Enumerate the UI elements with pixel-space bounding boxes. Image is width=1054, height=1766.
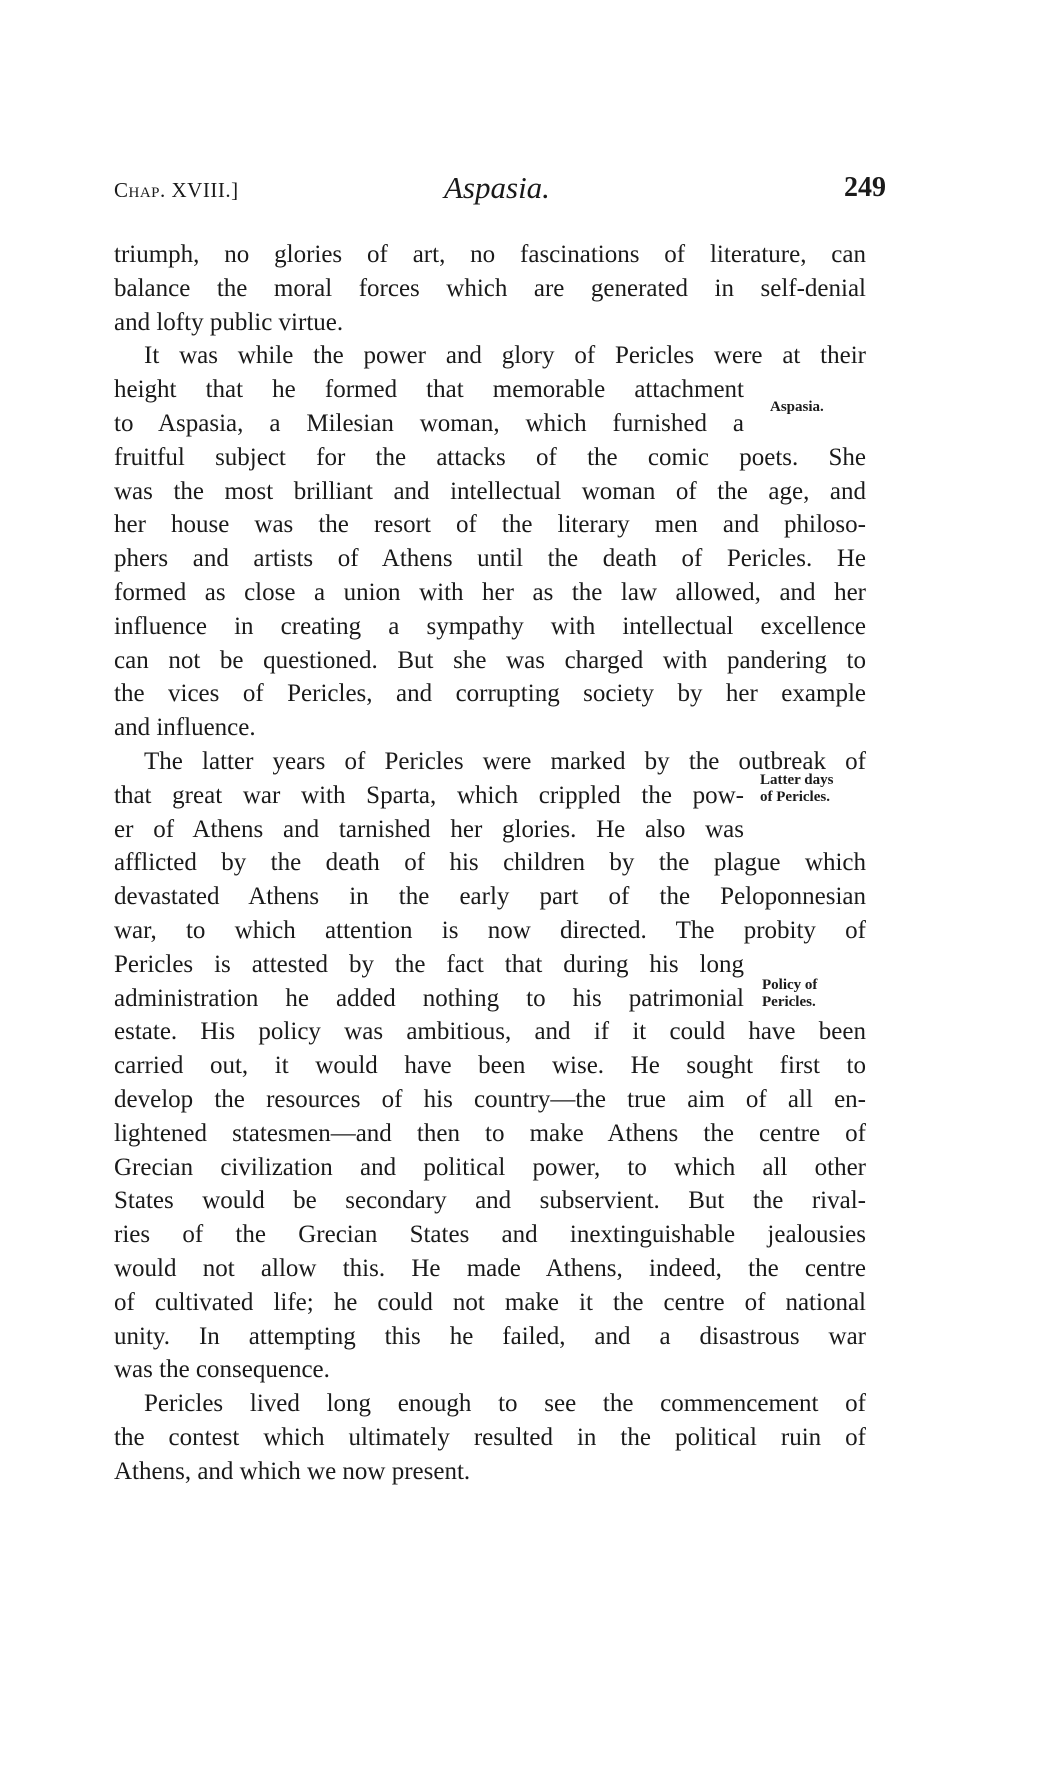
text-line: afflicted by the death of his children by the plague which [114,849,866,877]
margin-note-aspasia [770,399,824,416]
text-line: unity. In attempting this he failed, and a disastrous war [114,1322,866,1350]
text-line: er of Athens and tarnished her glories. He also was [114,815,744,843]
text-line: would not allow this. He made Athens, indeed, the centre [114,1254,866,1282]
text-line: Grecian civilization and political power, to which all other [114,1153,866,1181]
text-line: develop the resources of his country—the true aim of all en- [114,1085,866,1113]
text-line: to Aspasia, a Milesian woman, which furnished a [114,409,744,437]
text-line: The latter years of Pericles were marked by the outbreak of [144,747,866,775]
margin-note-text: Latter days [760,772,834,788]
text-line: was the consequence. [114,1356,330,1384]
text-line: devastated Athens in the early part of the Peloponnesian [114,883,866,911]
text-line: lightened statesmen—and then to make Athens the centre of [114,1119,866,1147]
margin-note-text: of Pericles. [760,789,830,805]
margin-note-text: Aspasia. [770,399,824,415]
text-line: Pericles is attested by the fact that during his long [114,950,744,978]
text-line: administration he added nothing to his patrimonial [114,984,744,1012]
text-line: balance the moral forces which are generated in self-denial [114,274,866,302]
text-line: States would be secondary and subservient. But the rival- [114,1187,866,1215]
margin-note-policy [762,977,817,1011]
text-line: that great war with Sparta, which crippled the pow- [114,781,744,809]
text-line: formed as close a union with her as the law allowed, and her [114,578,866,606]
text-line: the contest which ultimately resulted in the political ruin of [114,1423,866,1451]
text-line: phers and artists of Athens until the death of Pericles. He [114,545,866,573]
running-title: Aspasia. [444,170,550,205]
margin-note-latter-days [760,772,833,806]
text-line: height that he formed that memorable attachment [114,376,744,404]
text-line: was the most brilliant and intellectual woman of the age, and [114,477,866,505]
chapter-label: Chap. XVIII.] [114,178,239,202]
text-line: influence in creating a sympathy with intellectual excellence [114,612,866,640]
text-line: Pericles lived long enough to see the commencement of [144,1390,866,1418]
text-line: Athens, and which we now present. [114,1457,471,1485]
body-text [114,238,866,1488]
text-line: triumph, no glories of art, no fascinations of literature, can [114,241,866,268]
text-line: fruitful subject for the attacks of the comic poets. She [114,443,866,471]
text-line: carried out, it would have been wise. He sought first to [114,1052,866,1080]
margin-note-text: Pericles. [762,994,816,1010]
text-line: estate. His policy was ambitious, and if it could have been [114,1018,866,1046]
running-header [114,168,894,208]
page-number: 249 [844,172,886,203]
text-line: It was while the power and glory of Pericles were at their [144,342,866,370]
text-line: her house was the resort of the literary men and philoso- [114,511,866,539]
text-line: war, to which attention is now directed. The probity of [114,916,866,944]
text-line: and lofty public virtue. [114,308,344,336]
text-line: of cultivated life; he could not make it the centre of national [114,1288,866,1316]
text-line: ries of the Grecian States and inextinguishable jealousies [114,1221,866,1249]
text-line: can not be questioned. But she was charged with pandering to [114,646,866,674]
text-line: the vices of Pericles, and corrupting society by her example [114,680,866,708]
text-line: and influence. [114,714,256,742]
margin-note-text: Policy of [762,977,818,993]
